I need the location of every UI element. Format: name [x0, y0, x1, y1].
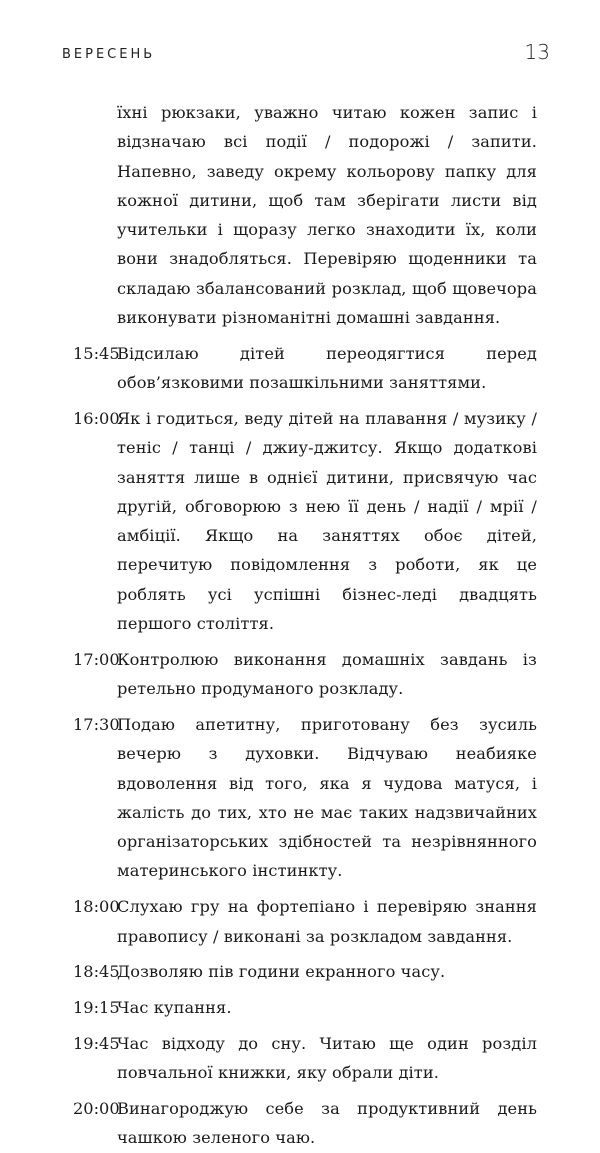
- entry-text: Відсилаю дітей переодягтися перед обов’язковими позашкільними заняттями.: [117, 343, 537, 393]
- entry-time: 15:45: [73, 343, 120, 363]
- schedule-entry: [0, 645, 600, 704]
- entry-time: 17:00: [73, 649, 120, 669]
- entry-time: 17:30: [73, 714, 120, 734]
- entry-time: 19:45: [73, 1033, 120, 1053]
- page-header: [0, 0, 600, 80]
- schedule-list: [0, 339, 600, 1153]
- schedule-entry: [0, 1029, 600, 1088]
- page-body: [0, 98, 600, 1153]
- schedule-entry: [0, 993, 600, 1022]
- schedule-entry: [0, 339, 600, 398]
- entry-time: 19:15: [73, 998, 120, 1018]
- entry-text: Дозволяю пів години екранного часу.: [117, 962, 446, 982]
- intro-paragraph: їхні рюкзаки, уважно читаю кожен запис і відзначаю всі події / подорожі / запити. Напевно, заведу окрему кольорову папку для кожної дитини, щоб там зберігати листи від учительки і щоразу легко знаходити їх, коли вони знадобляться. Перевіряю щоденники та складаю збалансований розклад, щоб щовечора виконувати різноманітні домашні завдання.: [117, 103, 537, 328]
- entry-time: 20:00: [73, 1099, 120, 1118]
- entry-text: Слухаю гру на фортепіано і перевіряю знання правопису / виконані за розкладом завдання.: [117, 897, 537, 946]
- entry-time: 18:00: [73, 897, 120, 917]
- entry-text: Винагороджую себе за продуктивний день чашкою зеленого чаю.: [117, 1099, 537, 1148]
- schedule-entry: [0, 404, 600, 638]
- entry-text: Подаю апетитну, приготовану без зусиль вечерю з духовки. Відчуваю неабияке вдоволення від того, яка я чудова матуся, і жалість до тих, хто не має таких надзвичайних організаторських здібностей та незрівнянного материнського інстинкту.: [117, 714, 537, 881]
- page-number: 13: [524, 40, 550, 64]
- schedule-entry: [0, 957, 600, 986]
- entry-time: 18:45: [73, 962, 120, 982]
- entry-text: Час відходу до сну. Читаю ще один розділ повчальної книжки, яку обрали діти.: [117, 1033, 537, 1083]
- schedule-entry: [0, 1094, 600, 1153]
- entry-time: 16:00: [73, 408, 120, 428]
- running-head: ВЕРЕСЕНЬ: [62, 47, 156, 62]
- schedule-entry: [0, 710, 600, 886]
- entry-text: Як і годиться, веду дітей на плавання / музику / теніс / танці / джиу-джитсу. Якщо додаткові заняття лише в однієї дитини, присвячую час другій, обговорюю з нею її день / надії / мрії / амбіції. Якщо на заняттях обоє дітей, перечитую повідомлення з роботи, як це роблять усі успішні бізнес-леді двадцять першого століття.: [117, 408, 537, 634]
- schedule-entry: [0, 892, 600, 951]
- entry-text: Час купання.: [117, 998, 232, 1018]
- entry-text: Контролюю виконання домашніх завдань із ретельно продуманого розкладу.: [117, 649, 537, 699]
